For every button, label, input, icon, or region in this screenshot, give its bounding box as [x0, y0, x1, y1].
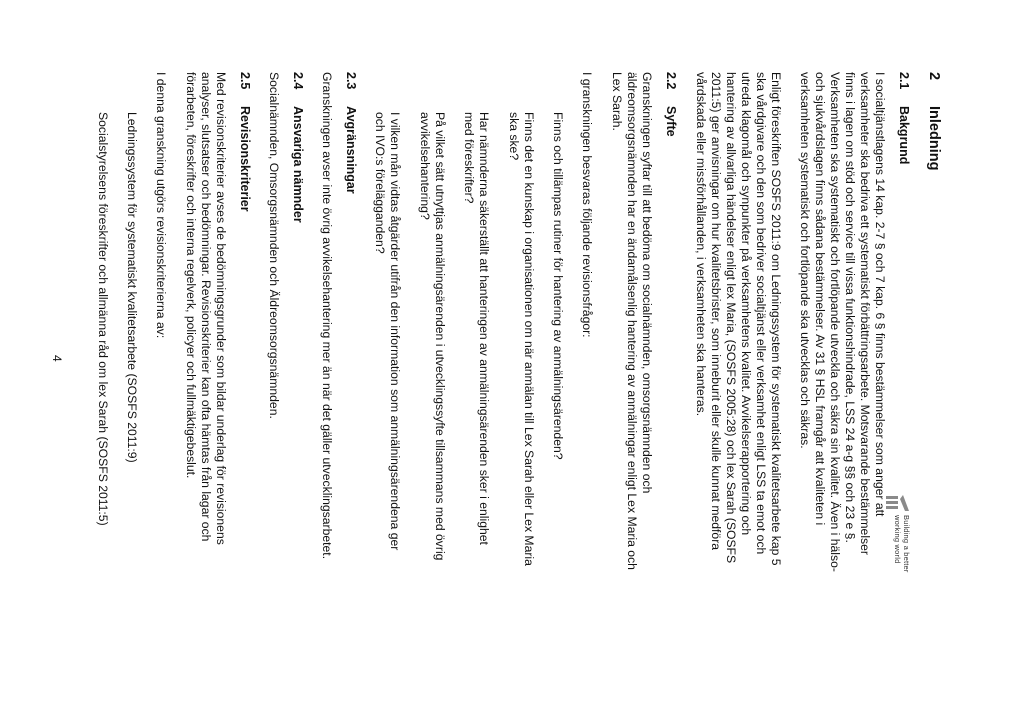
paragraph-line: analyser, slutsatser och bedömningar. Revisionskriterier kan ofta hämtas från lagar och — [199, 72, 213, 542]
heading-2-2 — [663, 72, 678, 137]
heading-2-4 — [290, 72, 305, 223]
question-line: och IVO:s förelägganden? — [373, 112, 387, 254]
criteria-item: Ledningssystem för systematiskt kvalitetsarbete (SOSFS 2011:9) — [125, 112, 139, 463]
question-line: På vilket sätt utnyttjas anmälningsärenden i utvecklingssyfte tillsammans med övrig — [433, 112, 447, 561]
paragraph-line: I socialtjänstlagens 14 kap. 2-7 § och 7 kap. 6 § finns bestämmelser som anger att — [873, 72, 887, 517]
heading-number: 2 — [926, 72, 942, 81]
question-line: Finns och tillämpas rutiner för hantering av anmälningsärenden? — [551, 112, 565, 460]
heading-2-5 — [237, 72, 252, 212]
logo-tagline-1: Building a better — [902, 515, 911, 573]
heading-2-3 — [343, 72, 358, 194]
paragraph-line: 2011:5) ger anvisningar om hur kvalitetsbrister, som inneburit eller skulle kunnat medföra — [709, 72, 723, 551]
question-line: I vilken mån vidtas åtgärder utifrån den information som anmälningsärendena ger — [388, 112, 402, 551]
heading-number: 2.2 — [664, 72, 678, 90]
questions-intro: I granskningen besvaras följande revisionsfrågor: — [580, 72, 594, 338]
paragraph-line: verksamheter ska bedriva ett systematiskt förbättringsarbete. Motsvarande bestämmelser — [858, 72, 872, 555]
criteria-item: Socialstyrelsens föreskrifter och allmänna råd om lex Sarah (SOSFS 2011:5) — [96, 112, 110, 526]
paragraph-line: Lex Sarah. — [610, 72, 624, 131]
question-line: Finns det en kunskap i organisationen om när anmälan till Lex Sarah eller Lex Maria — [522, 112, 536, 566]
paragraph-line: Enligt föreskriften SOSFS 2011:9 om Ledningssystem för systematiskt kvalitetsarbete kap 5 — [769, 72, 783, 566]
question-line: ska ske? — [507, 112, 521, 161]
paragraph-line: utreda klagomål och synpunkter på verksamhetens kvalitet. Avvikelserapportering och — [739, 72, 753, 536]
heading-title: Syfte — [664, 106, 678, 137]
paragraph-line: verksamheten systematiskt och fortlöpande ska utvecklas och säkras. — [798, 72, 812, 449]
paragraph-line: äldreomsorgsnämnden har en ändamålsenlig hantering av anmälningar enligt Lex Maria och — [625, 72, 639, 570]
logo-tagline-2: working world — [893, 515, 902, 564]
question-line: avvikelsehantering? — [418, 112, 432, 220]
paragraph-line: vårdskada eller missförhållanden, i verksamheten ska hanteras. — [694, 72, 708, 417]
ey-logo-mark-icon — [885, 493, 911, 513]
paragraph-line: förarbeten, föreskrifter och interna regelverk, policyer och fullmäktigebeslut. — [184, 72, 198, 479]
heading-number: 2.1 — [897, 72, 911, 90]
paragraph-line: och sjukvårdslagen finns sådana bestämmelser. Av 31 § HSL framgår att kvaliteten i — [813, 72, 827, 526]
paragraph-line: Verksamheten ska systematiskt och fortlöpande utveckla och säkra sin kvalitet. Även i hälso- — [828, 72, 842, 572]
heading-2 — [926, 72, 941, 170]
paragraph-line: finns i lagen om stöd och service till vissa funktionshindrade, LSS 24 a-g §§ och 23 e §. — [843, 72, 857, 543]
heading-title: Bakgrund — [897, 106, 911, 165]
heading-2-1 — [896, 72, 911, 164]
question-line: Har nämnderna säkerställt att hanteringen av anmälningsärenden sker i enlighet — [477, 112, 491, 545]
paragraph-line: Socialnämnden, Omsorgsnämnden och Äldreomsorgsnämnden. — [267, 72, 281, 419]
heading-number: 2.4 — [291, 72, 305, 90]
ey-logo — [881, 515, 911, 605]
paragraph-line: ska vårdgivare och den som bedriver socialtjänst eller verksamhet enligt LSS ta emot och — [754, 72, 768, 555]
paragraph-line: Granskningen avser inte övrig avvikelsehantering mer än när det gäller utvecklingsarbetet. — [320, 72, 334, 560]
question-line: med föreskrifter? — [462, 112, 476, 204]
page-number: 4 — [50, 355, 64, 362]
heading-number: 2.5 — [238, 72, 252, 90]
criteria-intro: I denna granskning utgörs revisionskriterierna av: — [154, 72, 168, 339]
paragraph-line: Med revisionskriterier avses de bedömningsgrunder som bildar underlag för revisionens — [214, 72, 228, 545]
heading-title: Inledning — [926, 106, 942, 171]
heading-title: Revisionskriterier — [238, 106, 252, 212]
heading-title: Ansvariga nämnder — [291, 106, 305, 223]
paragraph-line: Granskningen syftar till att bedöma om socialnämnden, omsorgsnämnden och — [640, 72, 654, 494]
heading-title: Avgränsningar — [344, 106, 358, 194]
heading-number: 2.3 — [344, 72, 358, 90]
paragraph-line: hantering av allvarliga händelser enligt lex Maria, (SOSFS 2005:28) och lex Sarah (SOSFS — [724, 72, 738, 564]
